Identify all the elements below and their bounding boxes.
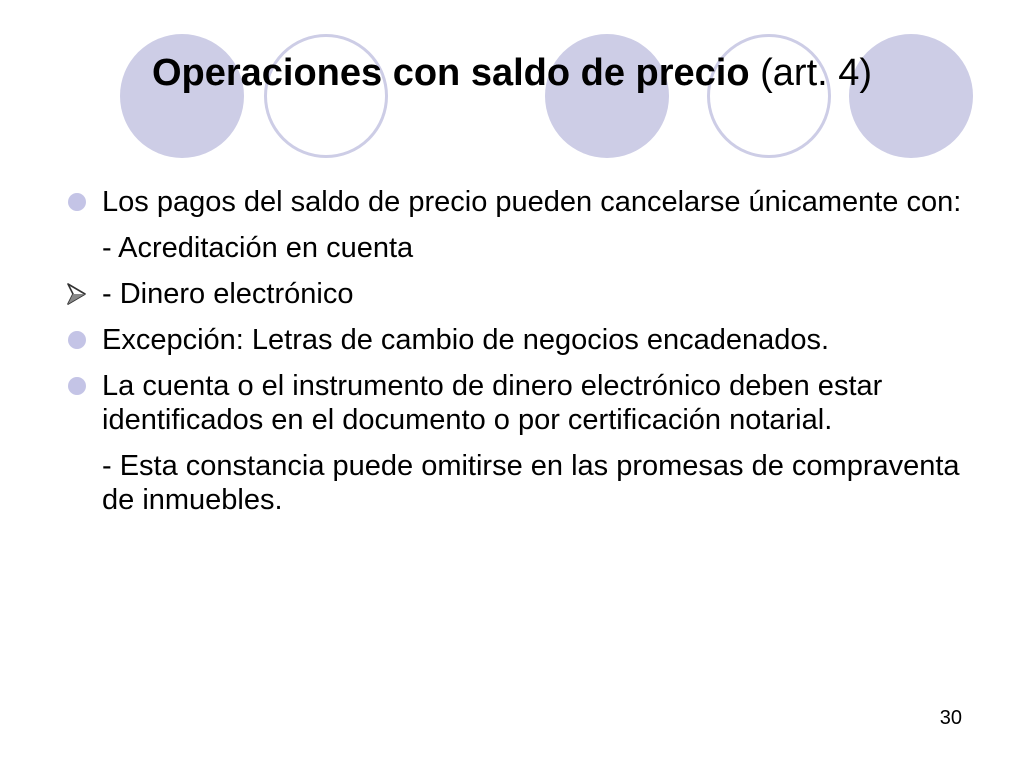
bullet-disc-icon (68, 193, 86, 211)
list-item (60, 449, 980, 517)
list-item (60, 185, 980, 219)
slide-title-main: Operaciones con saldo de precio (151, 52, 750, 94)
list-item-text: Los pagos del saldo de precio pueden cancelarse únicamente con: (102, 186, 962, 218)
slide-title (0, 50, 1024, 96)
page-number: 30 (939, 707, 962, 729)
list-item (60, 323, 980, 357)
list-item-text: - Dinero electrónico (102, 278, 354, 310)
list-item-text: La cuenta o el instrumento de dinero electrónico deben estar identificados en el documento o por certificación notarial. (102, 370, 883, 436)
list-item-text: Excepción: Letras de cambio de negocios encadenados. (102, 324, 830, 356)
arrow-bullet-icon (66, 283, 86, 305)
slide-body (60, 185, 980, 517)
slide-title-reference: (art. 4) (749, 52, 873, 94)
list-item (60, 231, 980, 265)
bullet-disc-icon (68, 377, 86, 395)
bullet-disc-icon (68, 331, 86, 349)
list-item (60, 369, 980, 437)
list-item (60, 277, 980, 311)
list-item-text: - Esta constancia puede omitirse en las promesas de compraventa de inmuebles. (102, 450, 960, 516)
list-item-text: - Acreditación en cuenta (102, 232, 414, 264)
